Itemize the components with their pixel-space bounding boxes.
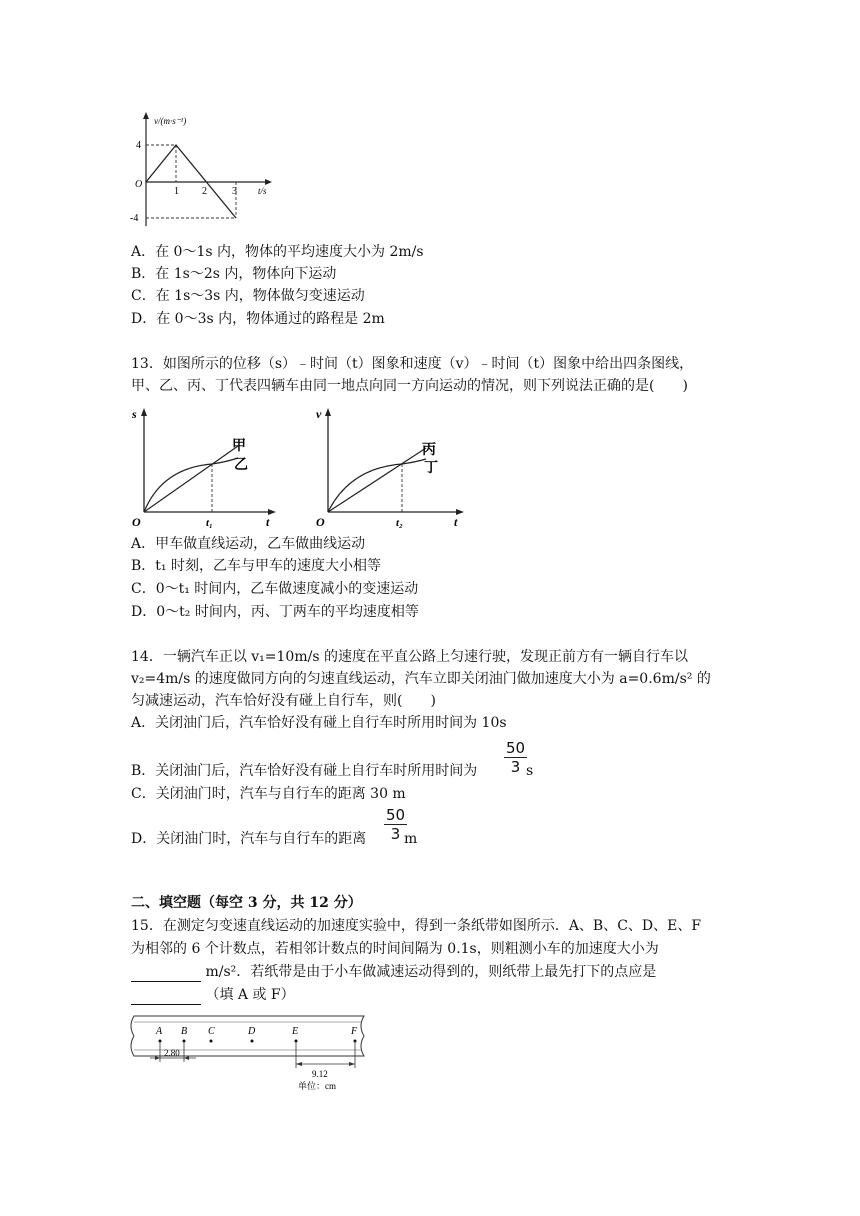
st-origin: O [132, 515, 141, 529]
curve-jia-line [144, 446, 238, 512]
q12-vt-graph [128, 108, 288, 230]
q15-hint-text: （填 A 或 F） [205, 987, 295, 1003]
q15-stem-line3 [131, 962, 656, 982]
q15-unit-text: m/s²．若纸带是由于小车做减速运动得到的，则纸带上最先打下的点应是 [205, 964, 657, 980]
q14-stem-line2: v₂=4m/s 的速度做同方向的匀速直线运动，汽车立即关闭油门做加速度大小为 a=0.6m/s² 的 [131, 671, 711, 687]
x-tick-3: 3 [232, 186, 237, 197]
y-axis-label: v/(m·s⁻¹) [154, 116, 187, 126]
y-axis-arrow [143, 112, 149, 119]
y-tick-4: 4 [136, 140, 141, 151]
answer-blank-first-point[interactable] [131, 990, 201, 1005]
y-tick-neg4: -4 [130, 213, 139, 224]
q13-stem-line2: 甲、乙、丙、丁代表四辆车由同一地点向同一方向运动的情况，则下列说法正确的是( ) [131, 378, 688, 394]
fraction-numerator: 50 [386, 806, 406, 824]
q13-option-b: B．t₁ 时刻，乙车与甲车的速度大小相等 [131, 558, 381, 574]
st-t1-label: t₁ [206, 517, 213, 529]
q14-option-b: B．关闭油门后，汽车恰好没有碰上自行车时所用时间为 [131, 763, 478, 779]
q15-paper-tape [126, 1012, 376, 1092]
q13-option-d: D．0～t₂ 时间内，丙、丁两车的平均速度相等 [131, 604, 419, 620]
point-a-label: A [156, 1026, 163, 1037]
x-tick-1: 1 [174, 186, 179, 197]
curve-yi-curve [144, 458, 238, 512]
vt-x-label: t [454, 515, 458, 529]
q14-option-b-fraction [504, 739, 527, 776]
curve-bing-line [328, 448, 426, 512]
q12-option-b: B．在 1s～2s 内，物体向下运动 [131, 266, 337, 282]
st-y-label: s [132, 407, 137, 421]
q15-stem-line4 [131, 985, 295, 1005]
section-2-title: 二、填空题（每空 3 分，共 12 分） [131, 895, 362, 911]
q14-option-b-unit: s [526, 763, 534, 779]
point-b-label: B [181, 1026, 188, 1037]
q14-option-d-unit: m [404, 831, 418, 847]
curve-yi-label: 乙 [234, 458, 248, 473]
q12-option-d: D．在 0～3s 内，物体通过的路程是 2m [131, 311, 385, 327]
q12-option-a: A．在 0～1s 内，物体的平均速度大小为 2m/s [131, 244, 424, 260]
q13-stem-line1: 13．如图所示的位移（s）﹣时间（t）图象和速度（v）﹣时间（t）图象中给出四条图线， [131, 356, 694, 372]
curve-ding-curve [328, 459, 426, 512]
q14-stem-line1: 14．一辆汽车正以 v₁=10m/s 的速度在平直公路上匀速行驶，发现正前方有一辆自行车以 [131, 649, 688, 665]
fraction-numerator: 50 [506, 739, 526, 757]
curve-ding-label: 丁 [424, 461, 438, 476]
vt-y-label: v [316, 407, 322, 421]
point-d-label: D [248, 1026, 256, 1037]
vt-origin: O [316, 515, 325, 529]
point-f-label: F [351, 1026, 358, 1037]
fraction-denominator: 3 [390, 825, 401, 843]
answer-blank-acceleration[interactable] [131, 967, 201, 982]
q13-vt-graph [312, 402, 472, 532]
point-e-label: E [292, 1026, 299, 1037]
q15-stem-line2: 为相邻的 6 个计数点，若相邻计数点的时间间隔为 0.1s，则粗测小车的加速度大小为 [131, 941, 659, 957]
curve-jia-label: 甲 [232, 439, 246, 454]
distance-ab-label: 2.80 [164, 1048, 180, 1058]
q14-stem-line3: 匀减速运动，汽车恰好没有碰上自行车，则( ) [131, 693, 436, 709]
q15-stem-line1: 15．在测定匀变速直线运动的加速度实验中，得到一条纸带如图所示．A、B、C、D、E、F [131, 918, 702, 934]
q14-option-d: D．关闭油门时，汽车与自行车的距离 [131, 831, 367, 847]
x-axis-arrow [265, 179, 272, 185]
point-c-label: C [208, 1026, 215, 1037]
origin-label: O [135, 179, 143, 190]
q14-option-c: C．关闭油门时，汽车与自行车的距离 30 m [131, 786, 406, 802]
x-axis-label: t/s [258, 186, 267, 196]
distance-ef-label: 9.12 [312, 1069, 328, 1079]
vt-t2-label: t₂ [396, 517, 403, 529]
q12-option-c: C．在 1s～3s 内，物体做匀变速运动 [131, 288, 365, 304]
q14-option-a: A．关闭油门后，汽车恰好没有碰上自行车时所用时间为 10s [131, 715, 507, 731]
fraction-denominator: 3 [510, 758, 521, 776]
x-tick-2: 2 [202, 186, 207, 197]
q13-option-a: A．甲车做直线运动，乙车做曲线运动 [131, 536, 366, 552]
st-x-label: t [266, 515, 270, 529]
curve-bing-label: 丙 [422, 443, 436, 458]
unit-label: 单位：cm [298, 1081, 336, 1091]
q13-option-c: C．0～t₁ 时间内，乙车做速度减小的变速运动 [131, 581, 419, 597]
q13-st-graph [128, 402, 283, 532]
